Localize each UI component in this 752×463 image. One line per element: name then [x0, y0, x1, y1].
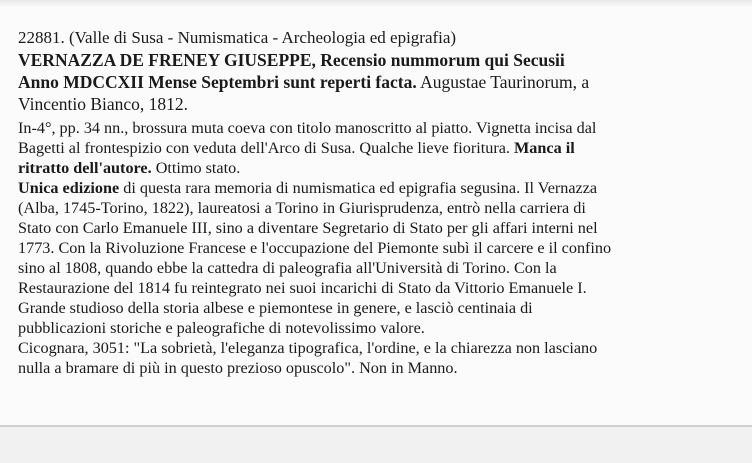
reference-line: 22881. (Valle di Susa - Numismatica - Archeologia ed epigrafia) — [18, 28, 457, 47]
title-line-3: Vincentio Bianco, 1812. — [18, 94, 189, 114]
catalog-entry — [18, 27, 746, 378]
desc-line-2-bold: Manca il — [514, 139, 575, 157]
desc-line-2 — [18, 138, 746, 158]
title-line-2-rest: Augustae Taurinorum, a — [416, 72, 590, 92]
body-block — [18, 178, 746, 338]
body-line-4: 1773. Con la Rivoluzione Francese e l'occupazione del Piemonte subì il carcere e il confino — [18, 239, 612, 257]
desc-line-3-rest: Ottimo stato. — [151, 159, 241, 177]
title-line-2-bold: Anno MDCCXII Mense Septembri sunt reperti facta. — [18, 72, 417, 92]
body-line-1-rest: di questa rara memoria di numismatica ed epigrafia segusina. Il Vernazza — [119, 179, 598, 197]
desc-line-3 — [18, 158, 746, 178]
scan-background — [0, 427, 752, 463]
desc-line-1: In-4°, pp. 34 nn., brossura muta coeva con titolo manoscritto al piatto. Vignetta incisa dal — [18, 119, 597, 137]
cite-line-1: Cicognara, 3051: "La sobrietà, l'eleganza tipografica, l'ordine, e la chiarezza non lasciano — [18, 339, 598, 357]
title-block — [18, 49, 746, 115]
body-line-8: pubblicazioni storiche e paleografiche di notevolissimo valore. — [18, 319, 425, 337]
top-shadow — [0, 0, 752, 6]
cite-line-2: nulla a bramare di più in questo prezioso opuscolo". Non in Manno. — [18, 359, 458, 377]
desc-line-3-bold: ritratto dell'autore. — [18, 159, 152, 177]
title-line-1: VERNAZZA DE FRENEY GIUSEPPE, Recensio nummorum qui Secusii — [18, 50, 565, 70]
body-line-1-bold: Unica edizione — [18, 179, 120, 197]
description-block — [18, 118, 746, 178]
body-line-5: sino al 1808, quando ebbe la cattedra di paleografia all'Università di Torino. Con la — [18, 259, 557, 277]
title-line-2 — [18, 71, 746, 93]
citation-block — [18, 338, 746, 378]
body-line-7: Grande studioso della storia albese e piemontese in genere, e lasciò centinaia di — [18, 299, 533, 317]
body-line-2: (Alba, 1745-Torino, 1822), laureatosi a Torino in Giurisprudenza, entrò nella carriera di — [18, 199, 586, 217]
desc-line-2-text: Bagetti al frontespizio con veduta dell'Arco di Susa. Qualche lieve fioritura. — [18, 139, 515, 157]
body-line-6: Restaurazione del 1814 fu reintegrato nei suoi incarichi di Stato da Vittorio Emanuele I. — [18, 279, 587, 297]
body-line-1 — [18, 178, 746, 198]
body-line-3: Stato con Carlo Emanuele III, sino a diventare Segretario di Stato per gli affari interni nel — [18, 219, 598, 237]
